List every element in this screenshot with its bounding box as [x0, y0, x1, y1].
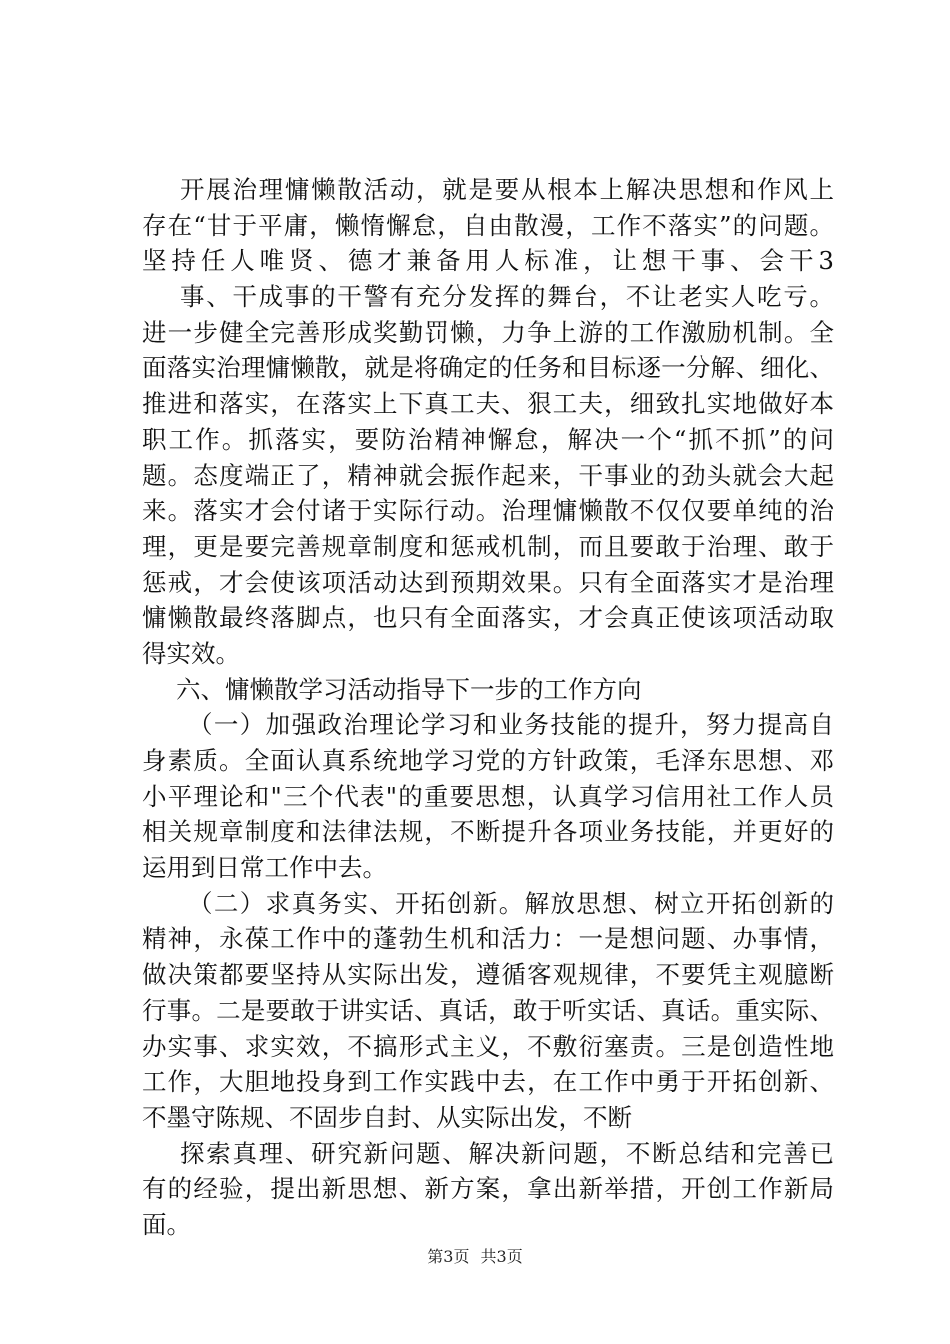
text-line: 运用到日常工作中去。 — [142, 853, 387, 883]
text-line: 慵懒散最终落脚点，也只有全面落实，才会真正使该项活动取 — [142, 603, 834, 633]
text-line: 相关规章制度和法律法规，不断提升各项业务技能，并更好的 — [142, 817, 834, 847]
section-heading: 六、慵懒散学习活动指导下一步的工作方向 — [176, 674, 642, 704]
text-line: 推进和落实，在落实上下真工夫、狠工夫，细致扎实地做好本 — [142, 389, 834, 419]
text-line: 惩戒，才会使该项活动达到预期效果。只有全面落实才是治理 — [142, 567, 834, 597]
text-line: 工作，大胆地投身到工作实践中去，在工作中勇于开拓创新、 — [142, 1067, 834, 1097]
text-line: 存在“甘于平庸，懒惰懈怠，自由散漫，工作不落实”的问题。 — [142, 210, 834, 240]
text-line: 来。落实才会付诸于实际行动。治理慵懒散不仅仅要单纯的治 — [142, 496, 834, 526]
page-footer — [0, 1244, 950, 1267]
text-line: 精神，永葆工作中的蓬勃生机和活力：一是想问题、办事情， — [142, 924, 834, 954]
text-line: 行事。二是要敢于讲实话、真话，敢于听实话、真话。重实际、 — [142, 995, 834, 1025]
text-line: 面。 — [142, 1209, 191, 1239]
text-line: 职工作。抓落实，要防治精神懈怠，解决一个“抓不抓”的问 — [142, 424, 834, 454]
text-line: 面落实治理慵懒散，就是将确定的任务和目标逐一分解、细化、 — [142, 353, 834, 383]
text-line: 身素质。全面认真系统地学习党的方针政策，毛泽东思想、邓 — [142, 746, 834, 775]
document-body — [142, 172, 834, 1243]
text-line: 题。态度端正了，精神就会振作起来，干事业的劲头就会大起 — [142, 460, 834, 490]
text-line: 办实事、求实效，不搞形式主义，不敷衍塞责。三是创造性地 — [142, 1031, 834, 1061]
text-line: 事、干成事的干警有充分发挥的舞台，不让老实人吃亏。 — [180, 282, 834, 312]
text-line: 进一步健全完善形成奖勤罚懒，力争上游的工作激励机制。全 — [142, 317, 834, 347]
page-number: 第3页 — [427, 1247, 470, 1266]
text-line: 不墨守陈规、不固步自封、从实际出发，不断 — [142, 1102, 632, 1132]
text-line: 做决策都要坚持从实际出发，遵循客观规律，不要凭主观臆断 — [142, 960, 834, 990]
text-line: 得实效。 — [142, 638, 240, 668]
text-line: 小平理论和"三个代表"的重要思想，认真学习信用社工作人员 — [142, 781, 834, 811]
text-line: 有的经验，提出新思想、新方案，拿出新举措，开创工作新局 — [142, 1174, 834, 1204]
text-line: （二）求真务实、开拓创新。解放思想、树立开拓创新的 — [188, 888, 834, 918]
text-line: 理，更是要完善规章制度和惩戒机制，而且要敢于治理、敢于 — [142, 531, 834, 561]
text-line: 开展治理慵懒散活动，就是要从根本上解决思想和作风上 — [180, 175, 834, 204]
page-total: 共3页 — [480, 1247, 523, 1266]
text-line: 坚持任人唯贤、德才兼备用人标准，让想干事、会干3 — [142, 246, 834, 276]
text-line: （一）加强政治理论学习和业务技能的提升，努力提高自 — [188, 710, 834, 740]
text-line: 探索真理、研究新问题、解决新问题，不断总结和完善已 — [180, 1138, 834, 1168]
